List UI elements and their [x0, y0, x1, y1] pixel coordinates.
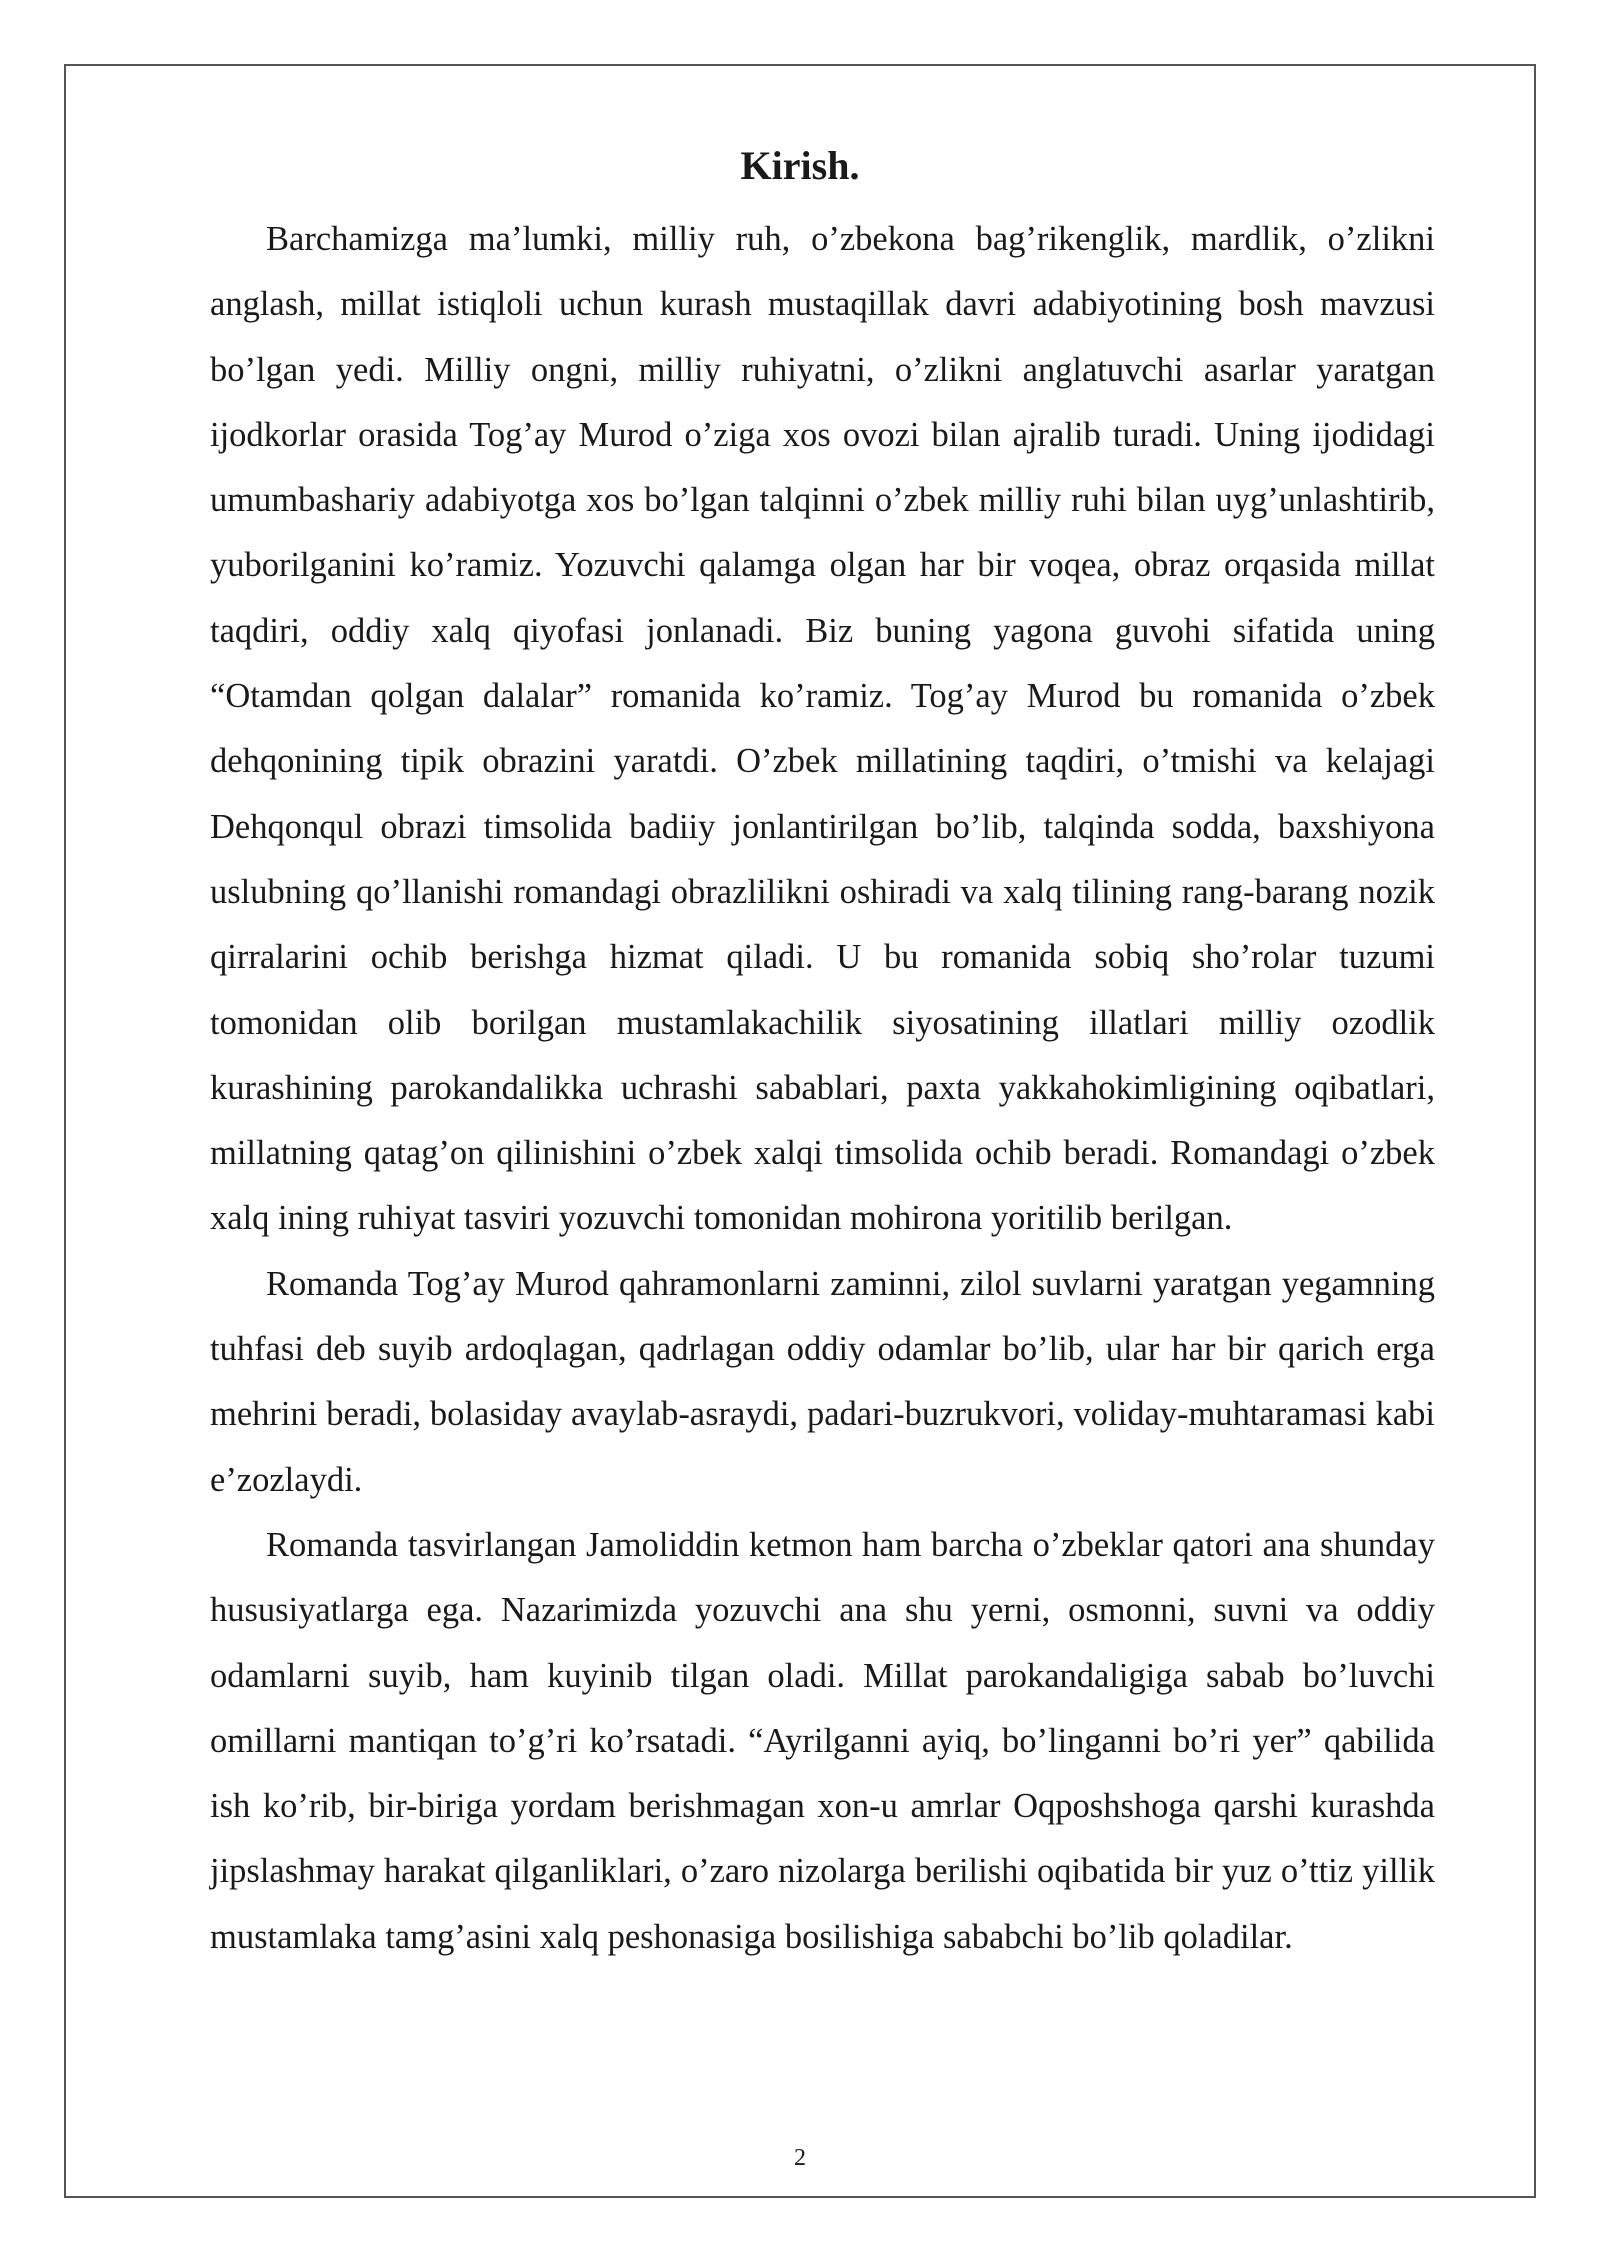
paragraph-1: Barchamizga ma’lumki, milliy ruh, o’zbekona bag’rikenglik, mardlik, o’zlikni anglash, millat istiqloli uchun kurash mustaqillak davri adabiyotining bosh mavzusi bo’lgan yedi. Milliy ongni, milliy ruhiyatni, o’zlikni anglatuvchi asarlar yaratgan ijodkorlar orasida Tog’ay Murod o’ziga xos ovozi bilan ajralib turadi. Uning ijodidagi umumbashariy adabiyotga xos bo’lgan talqinni o’zbek milliy ruhi bilan uyg’unlashtirib, yuborilganini ko’ramiz. Yozuvchi qalamga olgan har bir voqea, obraz orqasida millat taqdiri, oddiy xalq qiyofasi jonlanadi. Biz buning yagona guvohi sifatida uning “Otamdan qolgan dalalar” romanida ko’ramiz. Tog’ay Murod bu romanida o’zbek dehqonining tipik obrazini yaratdi. O’zbek millatining taqdiri, o’tmishi va kelajagi Dehqonqul obrazi timsolida badiiy jonlantirilgan bo’lib, talqinda sodda, baxshiyona uslubning qo’llanishi romandagi obrazlilikni oshiradi va xalq tilining rang-barang nozik qirralarini ochib berishga hizmat qiladi. U bu romanida sobiq sho’rolar tuzumi tomonidan olib borilgan mustamlakachilik siyosatining illatlari milliy ozodlik kurashining parokandalikka uchrashi sabablari, paxta yakkahokimligining oqibatlari, millatning qatag’on qilinishini o’zbek xalqi timsolida ochib beradi. Romandagi o’zbek xalq ining ruhiyat tasviri yozuvchi tomonidan mohirona yoritilib berilgan. [210, 220, 1435, 1238]
page-number: 2 [794, 2145, 806, 2171]
page-title: Kirish. [740, 143, 860, 188]
paragraph-3: Romanda tasvirlangan Jamoliddin ketmon ham barcha o’zbeklar qatori ana shunday hususiyatlarga ega. Nazarimizda yozuvchi ana shu yerni, osmonni, suvni va oddiy odamlarni suyib, ham kuyinib tilgan oladi. Millat parokandaligiga sabab bo’luvchi omillarni mantiqan to’g’ri ko’rsatadi. “Ayrilganni ayiq, bo’linganni bo’ri yer” qabilida ish ko’rib, bir-biriga yordam berishmagan xon-u amrlar Oqposhshoga qarshi kurashda jipslashmay harakat qilganliklari, o’zaro nizolarga berilishi oqibatida bir yuz o’ttiz yillik mustamlaka tamg’asini xalq peshonasiga bosilishiga sababchi bo’lib qoladilar. [210, 1525, 1435, 1956]
document-body [210, 207, 1435, 1970]
paragraph-2: Romanda Tog’ay Murod qahramonlarni zaminni, zilol suvlarni yaratgan yegamning tuhfasi deb suyib ardoqlagan, qadrlagan oddiy odamlar bo’lib, ular har bir qarich erga mehrini beradi, bolasiday avaylab-asraydi, padari-buzrukvori, voliday-muhtaramasi kabi e’zozlaydi. [210, 1264, 1435, 1499]
